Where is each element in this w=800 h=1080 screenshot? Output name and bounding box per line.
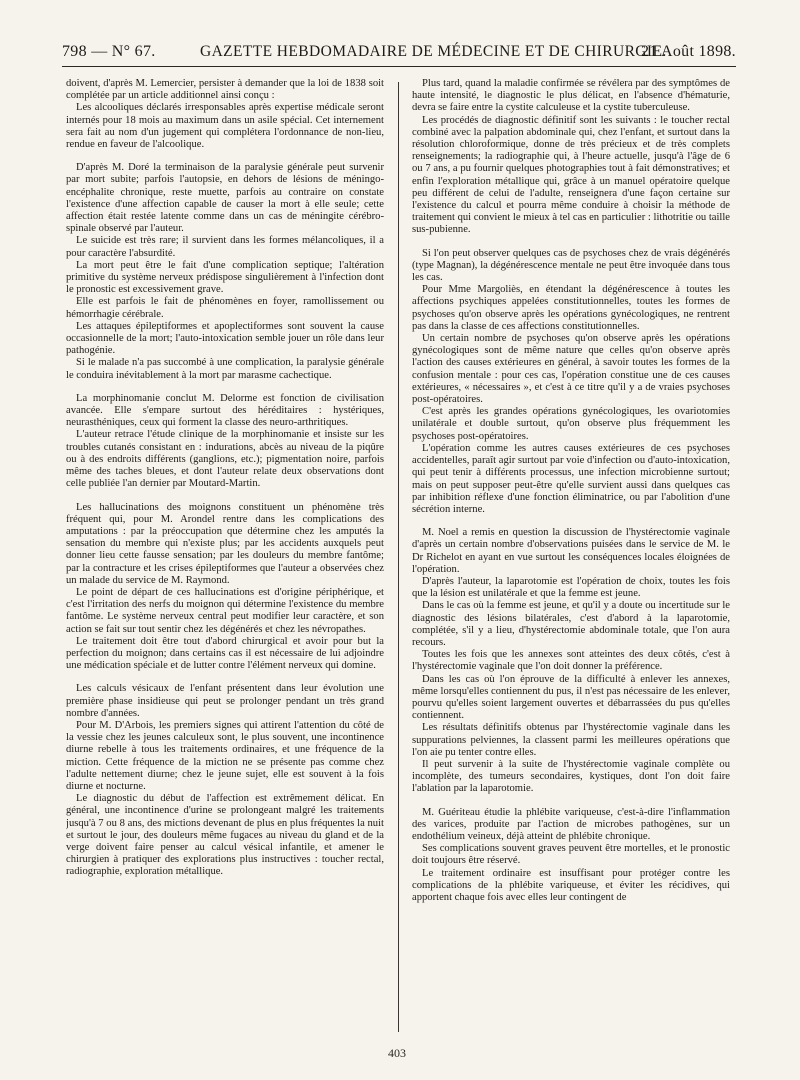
paragraph: Dans le cas où la femme est jeune, et qu'il y a doute ou incertitude sur le diagnostic des lésions bilatérales, c'est d'abord à la laparotomie, complétée, s'il y a lieu, d'hystérectomie abdominale totale, que l'on aura recours. — [412, 600, 730, 648]
paragraph: Si le malade n'a pas succombé à une complication, la paralysie générale le conduira inévitablement à la mort par marasme cachectique. — [66, 357, 384, 381]
paragraph: La mort peut être le fait d'une complication septique; l'altération primitive du système nerveux prédispose singulièrement à l'infection dont le pronostic est excessivement grave. — [66, 259, 384, 296]
paragraph: Les résultats définitifs obtenus par l'hystérectomie vaginale dans les suppurations pelviennes, la classent parmi les meilleures opérations que l'on aie pu tenter contre elles. — [412, 722, 730, 758]
paragraph: C'est après les grandes opérations gynécologiques, les ovariotomies unilatérale et double surtout, qu'on observe plus fréquemment les psychoses post-opératoires. — [412, 406, 730, 442]
section-gap — [412, 796, 730, 807]
left-column — [66, 78, 384, 1030]
section-gap — [66, 382, 384, 393]
column-divider — [398, 82, 399, 1032]
section-gap — [412, 237, 730, 248]
paragraph: Pour Mme Margoliès, en étendant la dégénérescence à toutes les affections psychiques appelées constitutionnelles, toutes les formes de psychoses qu'on observe après les opérations gynécologiques, ne rentrent pas dans la classe de ces affections constitutionnelles. — [412, 284, 730, 332]
paragraph: Ses complications souvent graves peuvent être mortelles, et le pronostic doit toujours être réservé. — [412, 843, 730, 867]
paragraph: Elle est parfois le fait de phénomènes en foyer, ramollissement ou hémorrhagie cérébrale. — [66, 296, 384, 320]
paragraph: Les hallucinations des moignons constituent un phénomène très fréquent qui, pour M. Arondel rentre dans les complications des amputations : par la préoccupation que détermine chez les amputés la sensation du membre qui n'existe plus; par les accidents auxquels peut donner lieu cette fausse sensation; par les douleurs du membre fantôme; par la contracture et les crises épileptiformes que l'auteur a observées chez un malade du service de M. Raymond. — [66, 501, 384, 586]
paragraph: Le traitement ordinaire est insuffisant pour protéger contre les complications de la phlébite variqueuse, et éviter les récidives, qui apportent chaque fois avec elles leur contingent de — [412, 867, 730, 903]
paragraph: Les alcooliques déclarés irresponsables après expertise médicale seront internés pour 18 mois au maximum dans un asile spécial. Cet internement sera fait au nom d'un jugement qui complétera l'ordonnance de non-lieu, rendue en faveur de l'alcoolique. — [66, 102, 384, 151]
paragraph: Les calculs vésicaux de l'enfant présentent dans leur évolution une première phase insidieuse qui peut se prolonger pendant un très grand nombre d'années. — [66, 683, 384, 719]
paragraph: Si l'on peut observer quelques cas de psychoses chez de vrais dégénérés (type Magnan), la dégénérescence mentale ne peut être invoquée dans tous les cas. — [412, 247, 730, 284]
paragraph: Pour M. D'Arbois, les premiers signes qui attirent l'attention du côté de la vessie chez les jeunes calculeux sont, le plus souvent, une incontinence diurne rebelle à tous les traitements ordinaires, et une fréquence de la miction. Cette fréquence de la miction ne se présente pas comme chez l'adulte nettement diurne; chez le jeune sujet, elle est souvent à la fois diurne et nocturne. — [66, 719, 384, 792]
folio-number: 403 — [388, 1046, 406, 1060]
issue-date: 21 Août 1898. — [640, 43, 736, 60]
paragraph: M. Noel a remis en question la discussion de l'hystérectomie vaginale d'après un certain nombre d'observations puisées dans le service de M. le Dr Richelot en ayant en vue surtout les conséquences locales éloignées de l'opération. — [412, 527, 730, 575]
paragraph: doivent, d'après M. Lemercier, persister à demander que la loi de 1838 soit complétée par un article additionnel ainsi conçu : — [66, 78, 384, 102]
running-header — [62, 40, 736, 67]
section-gap — [66, 491, 384, 502]
paragraph: Le point de départ de ces hallucinations est d'origine périphérique, et c'est l'irritation des nerfs du moignon qui détermine l'existence du membre fantôme. Le système nerveux central peut modifier leur caractère, et son action se fait sur tout sentir chez les dégénérés et chez les névropathes. — [66, 586, 384, 635]
paragraph: Les procédés de diagnostic définitif sont les suivants : le toucher rectal combiné avec la palpation abdominale qui, chez l'enfant, et surtout dans la résolution chloroformique, donne de très précieux et de très complets renseignements; la radiographie qui, à l'heure actuelle, jusqu'à l'âge de 6 ou 7 ans, a pu fournir quelques photographies tout à fait démonstratives; et enfin l'exploration métallique qui, grâce à un manuel opératoire quelque peu différent de celui de l'adulte, renseignera d'une façon certaine sur l'existence du calcul et pourra même conduire à choisir la méthode de traitement qui convient le mieux à tel cas en particulier : lithotritie ou taille sus-pubienne. — [412, 114, 730, 236]
paragraph: M. Guériteau étudie la phlébite variqueuse, c'est-à-dire l'inflammation des varices, produite par l'action de microbes pathogènes, sur un endothélium veineux, déjà atteint de phlébite chronique. — [412, 806, 730, 842]
section-gap — [66, 151, 384, 162]
paragraph: Dans les cas où l'on éprouve de la difficulté à enlever les annexes, même lorsqu'elles contiennent du pus, il n'est pas nécessaire de les enlever, pourvu qu'elles soient largement ouvertes et débarrassées du pus qu'elles contiennent. — [412, 673, 730, 722]
paragraph: L'auteur retrace l'étude clinique de la morphinomanie et insiste sur les troubles cutanés consistant en : indurations, abcès au niveau de la piqûre ou à des endroits différents (ganglions, etc.); pigmentation noire, parfois même des taches bleues, et dont l'auteur relate deux observations dont celle publiée l'an dernier par Moutard-Martin. — [66, 429, 384, 490]
paragraph: D'après l'auteur, la laparotomie est l'opération de choix, toutes les fois que la lésion est unilatérale et que la femme est jeune. — [412, 575, 730, 600]
paragraph: D'après M. Doré la terminaison de la paralysie générale peut survenir par mort subite; parfois l'autopsie, en dehors de lésions de méningo-encéphalite chronique, reste muette, parfois au contraire on constate l'existence d'une affection capable de causer la mort à elle seule; cette affection était restée latente comme dans un cas de méningite cérébro-spinale observé par l'auteur. — [66, 162, 384, 235]
paragraph: Le diagnostic du début de l'affection est extrêmement délicat. En général, une incontinence d'urine se prolongeant malgré les traitements jusqu'à 7 ou 8 ans, des mictions devenant de plus en plus fréquentes la nuit et surtout le jour, des douleurs même fugaces au niveau du gland et de la verge doivent faire penser au calcul vésical infantile, et amener le chirurgien à pratiquer des explorations plus instructives : toucher rectal, radiographie, exploration métallique. — [66, 793, 384, 878]
paragraph: L'opération comme les autres causes extérieures de ces psychoses accidentelles, paraît agir surtout par voie d'infection ou d'auto-intoxication, qui peut tenir à différents processus, une infection microbienne surtout; mais on peut supposer peut-être qu'elle survient aussi dans quelques cas par inhibition réflexe d'une fonction éliminatrice, ou par l'abolition d'une sécrétion interne. — [412, 442, 730, 515]
paragraph: Le suicide est très rare; il survient dans les formes mélancoliques, il a pour caractère l'absurdité. — [66, 235, 384, 259]
paragraph: Un certain nombre de psychoses qu'on observe après les opérations gynécologiques sont de même nature que celles qu'on observe après l'action des causes extérieures en général, à savoir toutes les formes de la confusion mentale : pour ces cas, l'opération constitue une de ces causes extérieures, « nécessaires », et c'est à ce titre qu'il y a de vraies psychoses post-opératoires. — [412, 333, 730, 406]
paragraph: Plus tard, quand la maladie confirmée se révélera par des symptômes de haute intensité, le diagnostic le plus délicat, en l'absence d'hématurie, devra se faire entre la cystite calculeuse et la cystite tuberculeuse. — [412, 78, 730, 114]
paragraph: Il peut survenir à la suite de l'hystérectomie vaginale complète ou incomplète, des tumeurs secondaires, kystiques, dont l'on doit faire l'ablation par la laparotomie. — [412, 758, 730, 795]
paragraph: La morphinomanie conclut M. Delorme est fonction de civilisation avancée. Elle s'empare surtout des héréditaires : hystériques, neurasthéniques, ceux qui forment la classe des neuro-arthritiques. — [66, 392, 384, 429]
section-gap — [66, 672, 384, 683]
right-column — [412, 78, 730, 1030]
section-gap — [412, 516, 730, 527]
paragraph: Le traitement doit être tout d'abord chirurgical et avoir pour but la perfection du moignon; dans certains cas il est nécessaire de lui adjoindre une médication spéciale et de lutter contre l'élément nerveux qui domine. — [66, 635, 384, 672]
paragraph: Toutes les fois que les annexes sont atteintes des deux côtés, c'est à l'hystérectomie vaginale que l'on doit donner la préférence. — [412, 649, 730, 673]
page-number: 798 — N° 67. — [62, 43, 156, 60]
journal-title: GAZETTE HEBDOMADAIRE DE MÉDECINE ET DE CHIRURGIE. — [200, 43, 667, 60]
paragraph: Les attaques épileptiformes et apoplectiformes sont souvent la cause occasionnelle de la mort; l'auto-intoxication semble jouer un rôle dans leur pathogénie. — [66, 320, 384, 357]
